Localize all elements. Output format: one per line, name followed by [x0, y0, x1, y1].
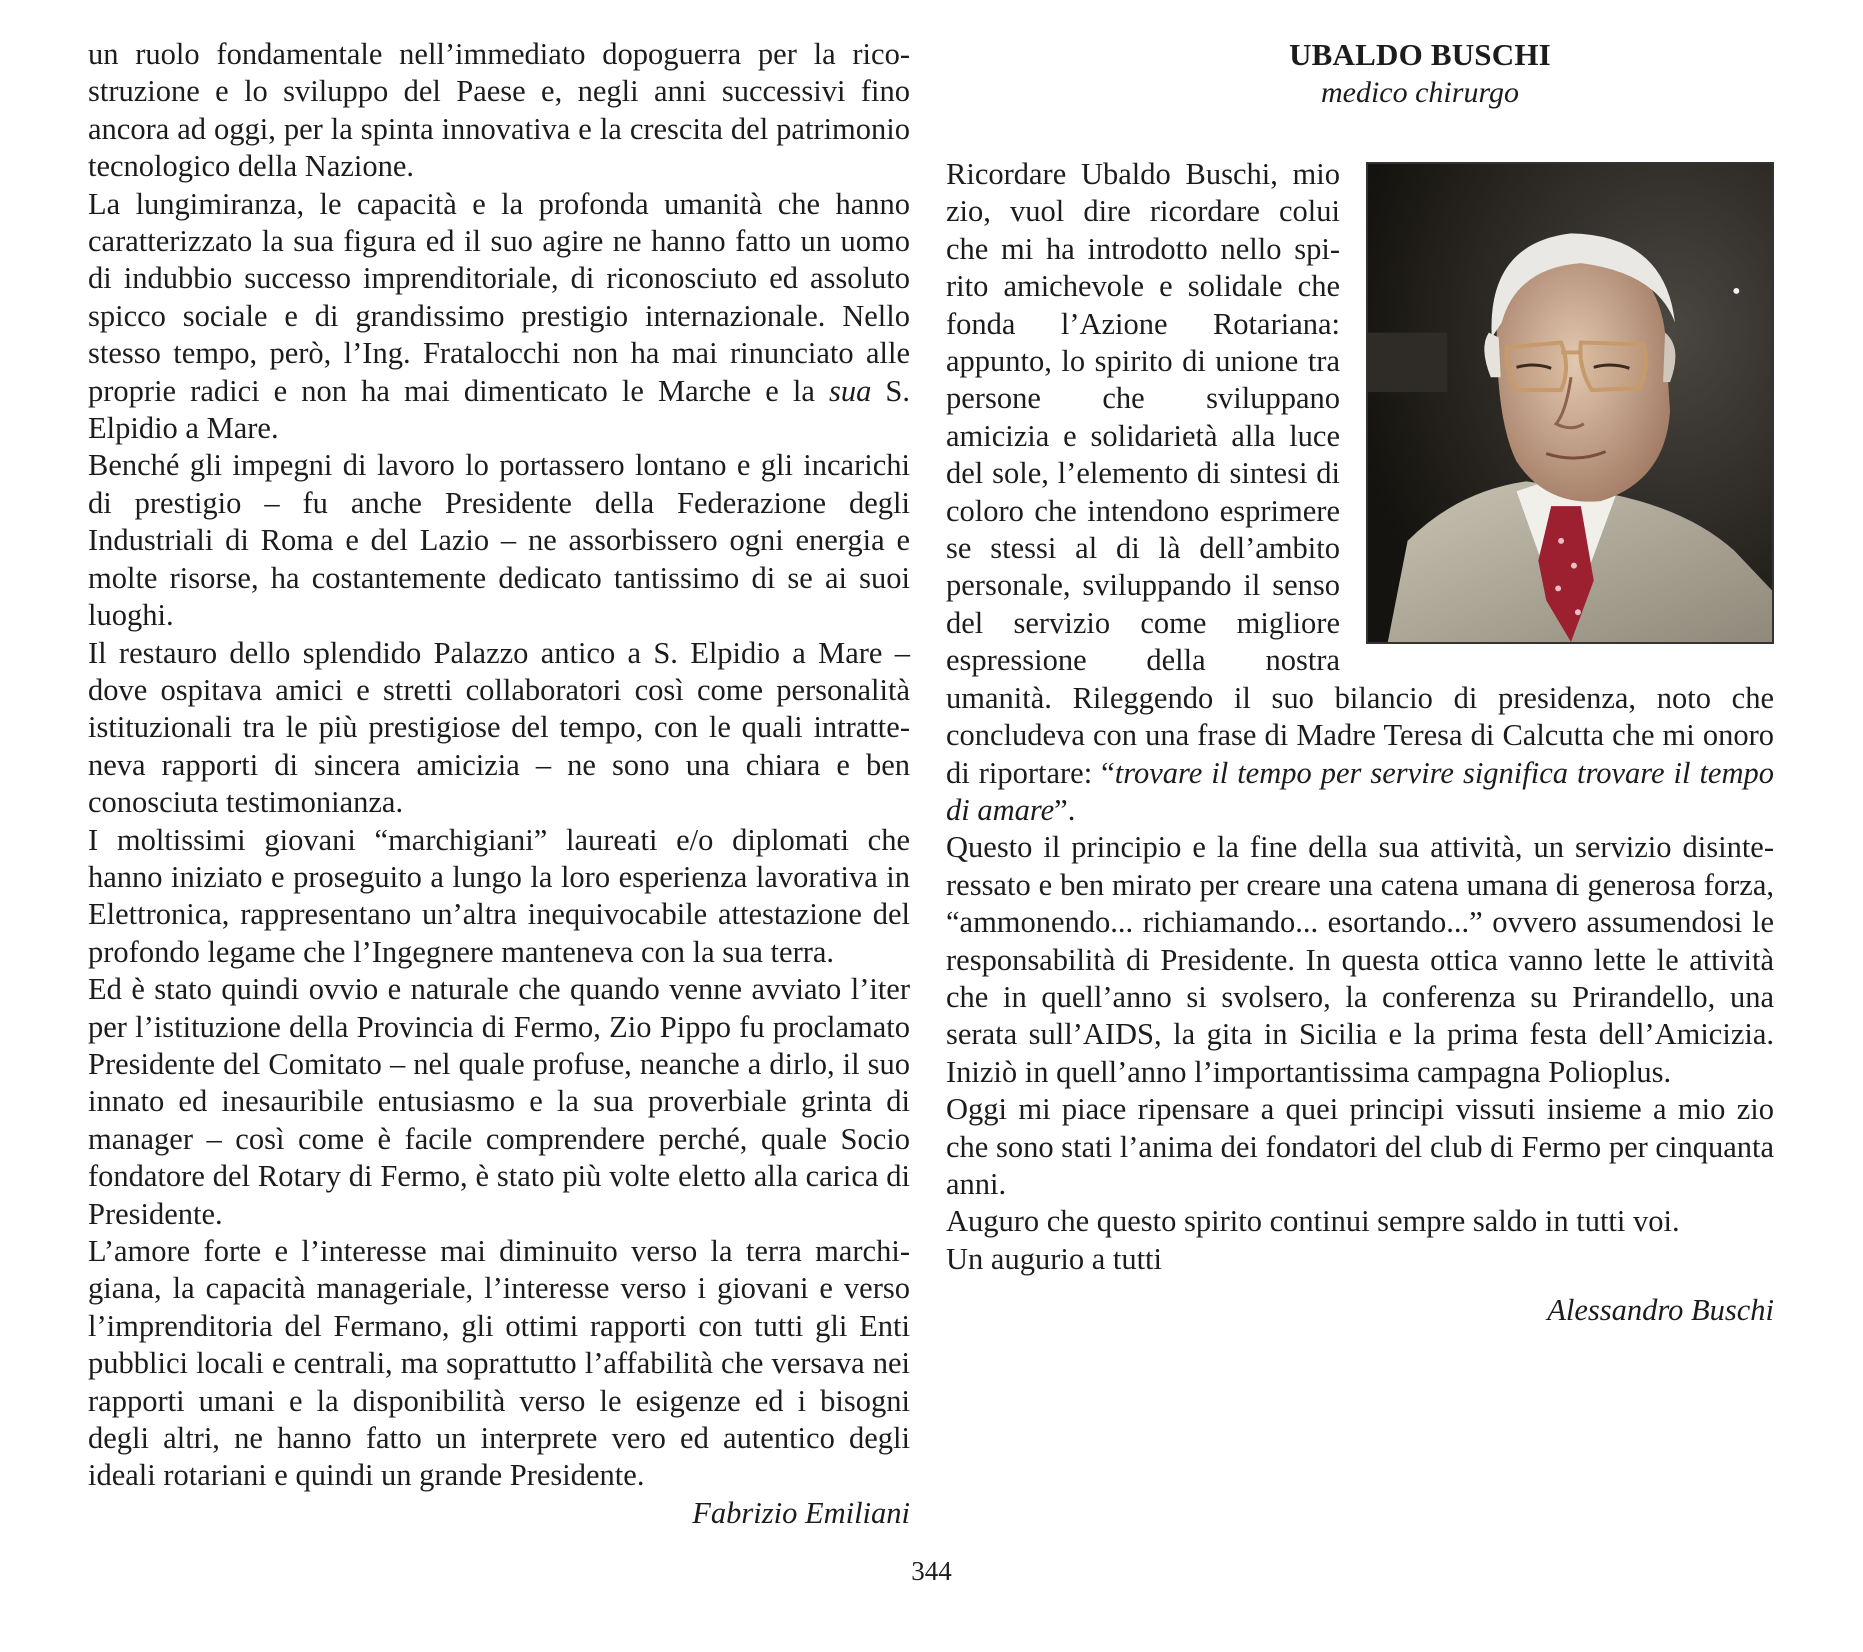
signature-left: Fabrizio Emiliani	[692, 1495, 910, 1530]
paragraph	[88, 186, 910, 448]
right-column	[946, 36, 1774, 1330]
paragraph: Questo il principio e la fine della sua attività, un servizio disinteressato e ben mirato per creare una catena umana di generosa forza, “ammonendo... richiamando... esortando...” ovvero assumendosi le responsabilità di Presidente. In questa ottica vanno lette le attività che in quell’anno si svolsero, la conferenza su Prirandello, una serata sull’AIDS, la gita in Sicilia e la prima festa dell’Amicizia. Iniziò in quell’anno l’importantissima campagna Polioplus.	[946, 830, 1774, 1089]
paragraph: Auguro che questo spirito continui sempre saldo in tutti voi.	[946, 1204, 1680, 1239]
paragraph: I moltissimi giovani “marchigiani” laureati e/o diplomati che hanno iniziato e proseguito a lungo la loro esperienza lavorativa in Elettronica, rappresentano un’altra inequivocabile attestazione del profondo legame che l’Ingegnere manteneva con la sua terra.	[88, 822, 910, 969]
left-column	[88, 36, 910, 1532]
quote-text: trovare il tempo per servire significa trovare il tempo di amare	[946, 755, 1774, 827]
paragraph-text: ”.	[1054, 792, 1076, 827]
portrait-image	[1368, 164, 1772, 642]
paragraph: Ed è stato quindi ovvio e naturale che quando venne avviato l’iter per l’istituzione della Provincia di Fermo, Zio Pippo fu proclamato Presidente del Comitato – nel quale profuse, neanche a dirlo, il suo innato ed inesauribile entusiasmo e la sua proverbiale grinta di manager – così come è facile comprendere perché, quale Socio fondatore del Rotary di Fermo, è stato più volte eletto alla carica di Presidente.	[88, 972, 910, 1231]
italic-word: sua	[828, 373, 872, 408]
paragraph-text: La lungimiranza, le capacità e la profonda umanità che hanno caratterizzato la sua figura ed il suo agire ne hanno fatto un uomo di indubbio successo imprenditoriale, di riconosciuto ed assoluto spicco sociale e di grandissimo prestigio internazionale. Nello stesso tempo, però, l’Ing. Fratalocchi non ha mai rinunciato alle proprie radici e non ha mai dimenticato le Marche e la	[88, 186, 910, 408]
paragraph: un ruolo fondamentale nell’immediato dopoguerra per la ricostruzione e lo sviluppo del Paese e, negli anni successivi fino ancora ad oggi, per la spinta innovativa e la crescita del patrimonio tecnologico della Nazione.	[88, 37, 910, 184]
paragraph-text: Ricordare Ubaldo Buschi, mio zio, vuol dire ricordare colui che mi ha introdotto nello spirito amichevole e solidale che fonda l’Azione Rotariana: appunto, lo spirito di unione tra persone che sviluppano amicizia e solidarietà alla luce del sole, l’elemento di sintesi di coloro che intendono esprimere se stessi al di là dell’ambito personale, sviluppando il senso del servizio come migliore espressione della nostra umanità. Rileggendo il suo bilancio di presidenza, noto che concludeva con una frase di Madre Teresa di Calcutta che mi onoro di riportare: “	[946, 157, 1774, 790]
page-number: 344	[911, 1556, 952, 1586]
paragraph: Il restauro dello splendido Palazzo antico a S. Elpidio a Mare – dove ospitava amici e stretti collaboratori così come personalità istituzionali tra le più prestigiose del tempo, con le quali intratteneva rapporti di sincera amicizia – ne sono una chiara e ben conosciuta testimonianza.	[88, 635, 910, 820]
paragraph: Benché gli impegni di lavoro lo portassero lontano e gli incarichi di prestigio – fu anche Presidente della Federazione degli Industriali di Roma e del Lazio – ne assorbissero ogni energia e molte risorse, ha costantemente dedicato tantissimo di se ai suoi luoghi.	[88, 448, 910, 633]
paragraph: Oggi mi piace ripensare a quei principi vissuti insieme a mio zio che sono stati l’anima dei fondatori del club di Fermo per cinquanta anni.	[946, 1092, 1774, 1201]
paragraph: L’amore forte e l’interesse mai diminuito verso la terra marchigiana, la capacità manageriale, l’interesse verso i giovani e verso l’imprenditoria del Fermano, gli ottimi rapporti con tutti gli Enti pubblici locali e centrali, ma soprattutto l’affabilità che versava nei rapporti umani e la disponibilità verso le esigenze ed i bisogni degli altri, ne hanno fatto un interprete vero ed autentico degli ideali rotariani e quindi un grande Presidente.	[88, 1234, 910, 1493]
paragraph: Un augurio a tutti	[946, 1241, 1163, 1276]
paragraph-text: S. Elpidio a Mare.	[88, 373, 911, 446]
signature-right: Alessandro Buschi	[1547, 1293, 1774, 1328]
article-title: UBALDO BUSCHI	[1289, 37, 1551, 72]
article-subtitle: medico chirurgo	[1320, 76, 1520, 109]
portrait-photo	[1366, 162, 1774, 644]
